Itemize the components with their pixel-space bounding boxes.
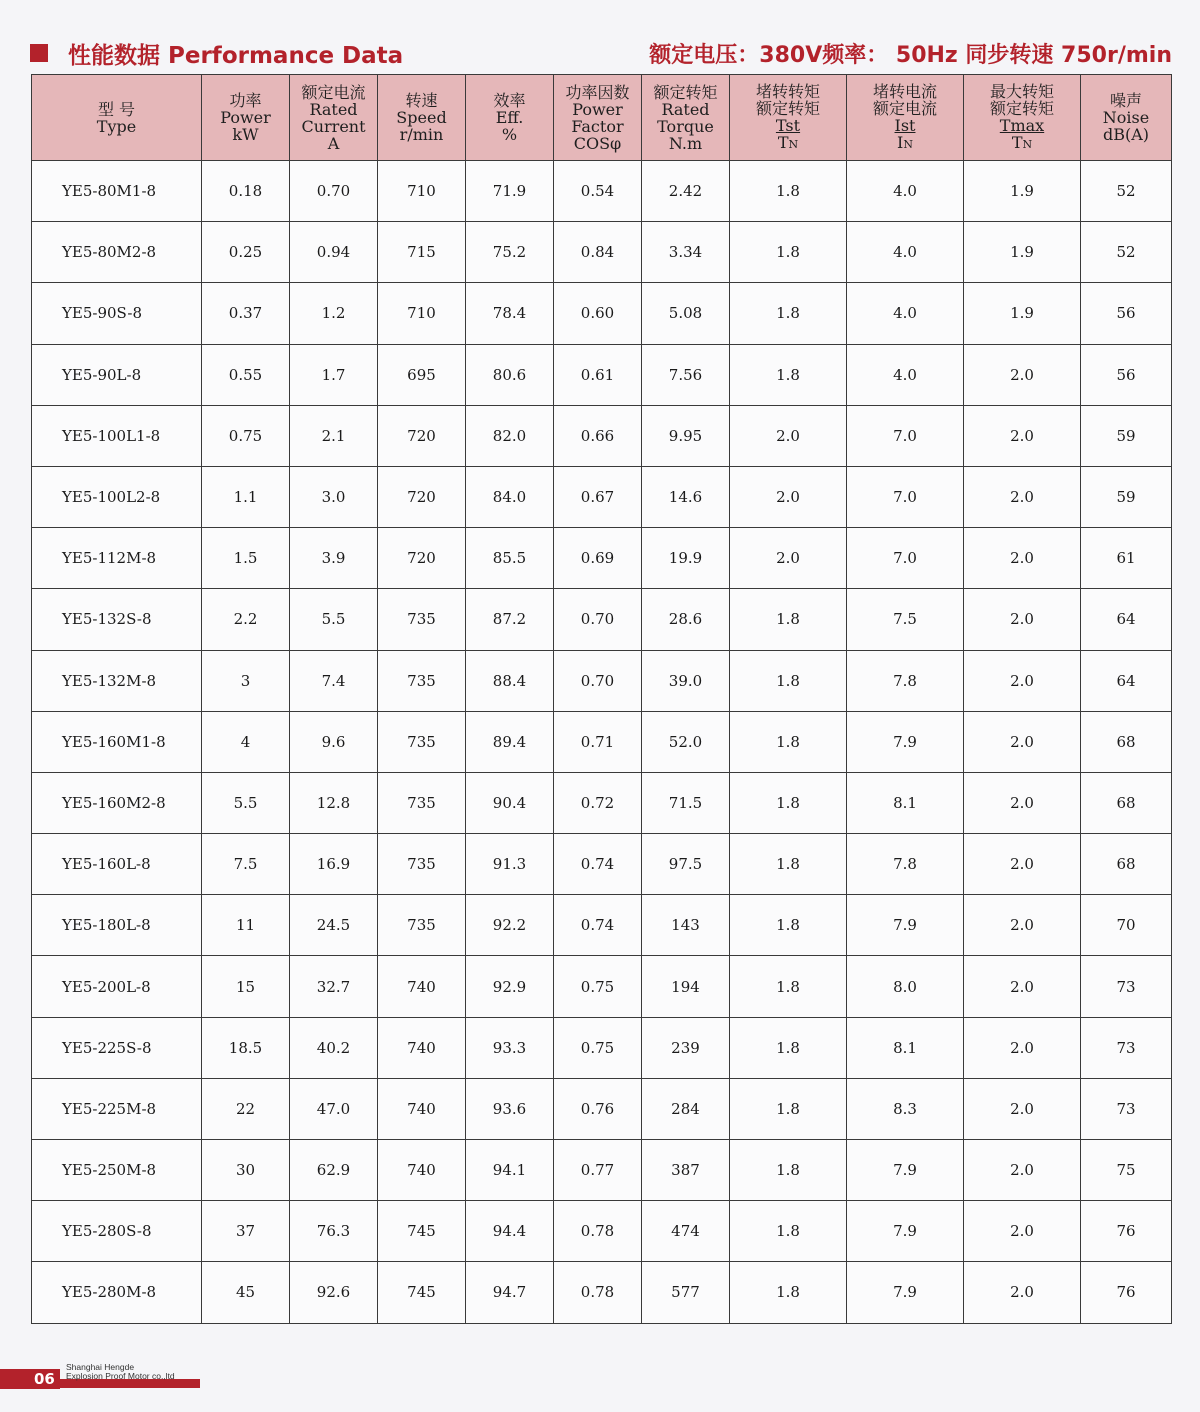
cell-type: YE5-90S-8 — [32, 283, 202, 344]
cell-tst-ratio: 1.8 — [730, 1201, 847, 1262]
cell-noise: 73 — [1081, 1078, 1172, 1139]
cell-noise: 52 — [1081, 161, 1172, 222]
cell-rated-torque: 97.5 — [642, 834, 730, 895]
cell-tst-ratio: 1.8 — [730, 956, 847, 1017]
cell-power-factor: 0.71 — [554, 711, 642, 772]
performance-table — [31, 74, 1172, 1324]
company-line-1: Shanghai Hengde — [66, 1362, 135, 1372]
table-row — [32, 161, 1172, 222]
cell-noise: 68 — [1081, 711, 1172, 772]
cell-power-factor: 0.60 — [554, 283, 642, 344]
table-row — [32, 405, 1172, 466]
cell-tmax-ratio: 2.0 — [964, 1078, 1081, 1139]
cell-rated-current: 47.0 — [290, 1078, 378, 1139]
cell-type: YE5-200L-8 — [32, 956, 202, 1017]
cell-speed: 710 — [378, 283, 466, 344]
cell-speed: 735 — [378, 772, 466, 833]
cell-efficiency: 82.0 — [466, 405, 554, 466]
cell-tmax-ratio: 2.0 — [964, 650, 1081, 711]
cell-ist-ratio: 7.8 — [847, 650, 964, 711]
column-header-line: N.m — [668, 133, 703, 153]
cell-rated-torque: 577 — [642, 1262, 730, 1323]
cell-rated-torque: 3.34 — [642, 222, 730, 283]
cell-type: YE5-180L-8 — [32, 895, 202, 956]
cell-tmax-ratio: 2.0 — [964, 1017, 1081, 1078]
cell-rated-torque: 239 — [642, 1017, 730, 1078]
cell-tst-ratio: 2.0 — [730, 466, 847, 527]
cell-ist-ratio: 4.0 — [847, 283, 964, 344]
cell-efficiency: 87.2 — [466, 589, 554, 650]
cell-tst-ratio: 1.8 — [730, 344, 847, 405]
cell-tmax-ratio: 2.0 — [964, 895, 1081, 956]
cell-tmax-ratio: 2.0 — [964, 1201, 1081, 1262]
cell-speed: 740 — [378, 1078, 466, 1139]
cell-rated-current: 92.6 — [290, 1262, 378, 1323]
cell-ist-ratio: 7.8 — [847, 834, 964, 895]
cell-speed: 710 — [378, 161, 466, 222]
cell-power: 11 — [202, 895, 290, 956]
column-header-power — [202, 75, 290, 161]
cell-type: YE5-225M-8 — [32, 1078, 202, 1139]
cell-speed: 720 — [378, 466, 466, 527]
table-row — [32, 711, 1172, 772]
cell-noise: 76 — [1081, 1201, 1172, 1262]
table-header-row — [32, 75, 1172, 161]
column-header-line: COSφ — [573, 133, 622, 153]
cell-power-factor: 0.77 — [554, 1140, 642, 1201]
cell-efficiency: 92.2 — [466, 895, 554, 956]
cell-tst-ratio: 1.8 — [730, 834, 847, 895]
cell-efficiency: 94.4 — [466, 1201, 554, 1262]
cell-rated-torque: 28.6 — [642, 589, 730, 650]
cell-ist-ratio: 8.1 — [847, 1017, 964, 1078]
cell-rated-current: 9.6 — [290, 711, 378, 772]
cell-noise: 56 — [1081, 283, 1172, 344]
cell-ist-ratio: 7.9 — [847, 1262, 964, 1323]
cell-power: 1.5 — [202, 528, 290, 589]
cell-rated-torque: 194 — [642, 956, 730, 1017]
column-header-line: 最大转矩 — [989, 81, 1054, 101]
cell-power-factor: 0.78 — [554, 1262, 642, 1323]
column-header-line: Factor — [571, 116, 624, 136]
cell-power: 0.25 — [202, 222, 290, 283]
column-header-tst-ratio — [730, 75, 847, 161]
cell-rated-torque: 143 — [642, 895, 730, 956]
cell-tst-ratio: 1.8 — [730, 650, 847, 711]
column-header-line: 型 号 — [97, 99, 136, 119]
cell-speed: 745 — [378, 1262, 466, 1323]
cell-speed: 735 — [378, 711, 466, 772]
cell-speed: 715 — [378, 222, 466, 283]
page-footer — [0, 1362, 200, 1388]
cell-power: 5.5 — [202, 772, 290, 833]
cell-tmax-ratio: 2.0 — [964, 589, 1081, 650]
cell-speed: 720 — [378, 405, 466, 466]
table-row — [32, 466, 1172, 527]
cell-efficiency: 78.4 — [466, 283, 554, 344]
column-header-line: Power — [220, 108, 271, 127]
cell-speed: 720 — [378, 528, 466, 589]
column-header-line: Speed — [396, 108, 447, 127]
column-header-line: kW — [232, 125, 259, 144]
cell-efficiency: 92.9 — [466, 956, 554, 1017]
cell-power: 22 — [202, 1078, 290, 1139]
cell-rated-current: 1.2 — [290, 283, 378, 344]
cell-tmax-ratio: 2.0 — [964, 528, 1081, 589]
cell-rated-current: 1.7 — [290, 344, 378, 405]
table-row — [32, 222, 1172, 283]
column-header-power-factor — [554, 75, 642, 161]
table-row — [32, 589, 1172, 650]
cell-noise: 73 — [1081, 1017, 1172, 1078]
cell-speed: 735 — [378, 834, 466, 895]
cell-rated-torque: 52.0 — [642, 711, 730, 772]
cell-tst-ratio: 1.8 — [730, 283, 847, 344]
column-header-rated-current — [290, 75, 378, 161]
cell-efficiency: 89.4 — [466, 711, 554, 772]
cell-noise: 61 — [1081, 528, 1172, 589]
column-header-line: dB(A) — [1102, 125, 1150, 144]
cell-type: YE5-280S-8 — [32, 1201, 202, 1262]
column-header-speed — [378, 75, 466, 161]
cell-type: YE5-160M1-8 — [32, 711, 202, 772]
cell-tst-ratio: 1.8 — [730, 772, 847, 833]
column-header-line: Power — [572, 99, 623, 119]
cell-ist-ratio: 7.0 — [847, 405, 964, 466]
cell-tmax-ratio: 2.0 — [964, 405, 1081, 466]
cell-power-factor: 0.74 — [554, 834, 642, 895]
cell-type: YE5-160M2-8 — [32, 772, 202, 833]
cell-rated-current: 5.5 — [290, 589, 378, 650]
cell-noise: 75 — [1081, 1140, 1172, 1201]
column-header-line: Torque — [657, 116, 714, 136]
cell-speed: 735 — [378, 650, 466, 711]
cell-type: YE5-132S-8 — [32, 589, 202, 650]
column-header-line: r/min — [399, 125, 444, 144]
cell-rated-torque: 14.6 — [642, 466, 730, 527]
cell-efficiency: 94.7 — [466, 1262, 554, 1323]
cell-ist-ratio: 7.9 — [847, 1201, 964, 1262]
cell-type: YE5-160L-8 — [32, 834, 202, 895]
table-row — [32, 1078, 1172, 1139]
column-header-line: TN — [777, 132, 799, 152]
section-header — [30, 36, 1172, 70]
table-row — [32, 895, 1172, 956]
cell-efficiency: 75.2 — [466, 222, 554, 283]
cell-rated-torque: 19.9 — [642, 528, 730, 589]
cell-speed: 740 — [378, 1017, 466, 1078]
table-row — [32, 283, 1172, 344]
cell-rated-torque: 284 — [642, 1078, 730, 1139]
cell-type: YE5-225S-8 — [32, 1017, 202, 1078]
cell-rated-torque: 7.56 — [642, 344, 730, 405]
cell-noise: 73 — [1081, 956, 1172, 1017]
cell-power-factor: 0.75 — [554, 1017, 642, 1078]
page-number: 06 — [0, 1369, 60, 1389]
cell-tmax-ratio: 2.0 — [964, 1140, 1081, 1201]
cell-power: 18.5 — [202, 1017, 290, 1078]
cell-tst-ratio: 1.8 — [730, 711, 847, 772]
cell-ist-ratio: 8.1 — [847, 772, 964, 833]
cell-power: 0.75 — [202, 405, 290, 466]
cell-tmax-ratio: 2.0 — [964, 466, 1081, 527]
cell-speed: 735 — [378, 895, 466, 956]
cell-power-factor: 0.70 — [554, 650, 642, 711]
cell-power-factor: 0.75 — [554, 956, 642, 1017]
cell-ist-ratio: 7.9 — [847, 711, 964, 772]
column-header-type — [32, 75, 202, 161]
cell-tst-ratio: 1.8 — [730, 1262, 847, 1323]
cell-type: YE5-112M-8 — [32, 528, 202, 589]
column-header-line: Eff. — [495, 108, 524, 127]
company-line-2: Explosion Proof Motor co.,ltd — [66, 1371, 175, 1381]
cell-rated-torque: 5.08 — [642, 283, 730, 344]
cell-noise: 59 — [1081, 466, 1172, 527]
cell-noise: 76 — [1081, 1262, 1172, 1323]
cell-tmax-ratio: 2.0 — [964, 711, 1081, 772]
cell-tmax-ratio: 1.9 — [964, 283, 1081, 344]
cell-efficiency: 93.6 — [466, 1078, 554, 1139]
cell-tmax-ratio: 2.0 — [964, 772, 1081, 833]
cell-power-factor: 0.66 — [554, 405, 642, 466]
cell-power-factor: 0.78 — [554, 1201, 642, 1262]
cell-ist-ratio: 4.0 — [847, 161, 964, 222]
cell-ist-ratio: 7.9 — [847, 1140, 964, 1201]
column-header-rated-torque — [642, 75, 730, 161]
column-header-line: Current — [301, 116, 366, 136]
subscript-n: N — [1022, 137, 1033, 151]
table-row — [32, 1201, 1172, 1262]
column-header-line: Type — [96, 116, 137, 136]
table-row — [32, 528, 1172, 589]
cell-rated-current: 3.0 — [290, 466, 378, 527]
company-name — [66, 1363, 206, 1381]
cell-rated-torque: 2.42 — [642, 161, 730, 222]
column-header-line: 效率 — [493, 91, 526, 110]
cell-power-factor: 0.84 — [554, 222, 642, 283]
column-header-line: 额定电流 — [872, 98, 937, 118]
cell-efficiency: 84.0 — [466, 466, 554, 527]
cell-rated-current: 62.9 — [290, 1140, 378, 1201]
column-header-line: Tmax — [999, 115, 1045, 135]
cell-power-factor: 0.76 — [554, 1078, 642, 1139]
cell-noise: 56 — [1081, 344, 1172, 405]
bullet-square-icon — [30, 44, 48, 62]
cell-type: YE5-80M2-8 — [32, 222, 202, 283]
column-header-line: 功率因数 — [565, 82, 630, 102]
cell-rated-current: 40.2 — [290, 1017, 378, 1078]
cell-ist-ratio: 4.0 — [847, 222, 964, 283]
cell-efficiency: 71.9 — [466, 161, 554, 222]
cell-power: 1.1 — [202, 466, 290, 527]
cell-power: 2.2 — [202, 589, 290, 650]
column-header-line: TN — [1011, 132, 1033, 152]
cell-power: 37 — [202, 1201, 290, 1262]
cell-speed: 695 — [378, 344, 466, 405]
cell-tst-ratio: 1.8 — [730, 1017, 847, 1078]
cell-power-factor: 0.54 — [554, 161, 642, 222]
cell-rated-torque: 39.0 — [642, 650, 730, 711]
cell-noise: 64 — [1081, 589, 1172, 650]
column-header-line: Rated — [661, 99, 710, 119]
cell-type: YE5-90L-8 — [32, 344, 202, 405]
cell-ist-ratio: 8.0 — [847, 956, 964, 1017]
cell-rated-torque: 387 — [642, 1140, 730, 1201]
cell-speed: 745 — [378, 1201, 466, 1262]
cell-power-factor: 0.69 — [554, 528, 642, 589]
cell-tst-ratio: 2.0 — [730, 405, 847, 466]
column-header-line: Tst — [775, 115, 801, 135]
cell-speed: 740 — [378, 956, 466, 1017]
cell-ist-ratio: 7.9 — [847, 895, 964, 956]
cell-tst-ratio: 1.8 — [730, 1078, 847, 1139]
cell-power: 0.18 — [202, 161, 290, 222]
cell-tmax-ratio: 1.9 — [964, 161, 1081, 222]
cell-tst-ratio: 2.0 — [730, 528, 847, 589]
cell-rated-current: 24.5 — [290, 895, 378, 956]
cell-noise: 70 — [1081, 895, 1172, 956]
cell-rated-current: 0.94 — [290, 222, 378, 283]
column-header-efficiency — [466, 75, 554, 161]
cell-ist-ratio: 8.3 — [847, 1078, 964, 1139]
cell-type: YE5-100L2-8 — [32, 466, 202, 527]
cell-efficiency: 88.4 — [466, 650, 554, 711]
column-header-line: 转速 — [405, 91, 438, 110]
column-header-line: 堵转转矩 — [755, 81, 820, 101]
cell-power: 45 — [202, 1262, 290, 1323]
cell-rated-current: 0.70 — [290, 161, 378, 222]
cell-rated-current: 3.9 — [290, 528, 378, 589]
cell-power-factor: 0.70 — [554, 589, 642, 650]
cell-type: YE5-280M-8 — [32, 1262, 202, 1323]
cell-rated-current: 76.3 — [290, 1201, 378, 1262]
cell-tst-ratio: 1.8 — [730, 1140, 847, 1201]
cell-speed: 735 — [378, 589, 466, 650]
cell-noise: 68 — [1081, 772, 1172, 833]
cell-efficiency: 80.6 — [466, 344, 554, 405]
cell-power: 3 — [202, 650, 290, 711]
column-header-line: 额定电流 — [301, 82, 366, 102]
cell-power-factor: 0.72 — [554, 772, 642, 833]
table-row — [32, 956, 1172, 1017]
cell-power: 30 — [202, 1140, 290, 1201]
cell-noise: 52 — [1081, 222, 1172, 283]
cell-power: 0.55 — [202, 344, 290, 405]
cell-tst-ratio: 1.8 — [730, 589, 847, 650]
cell-tmax-ratio: 2.0 — [964, 344, 1081, 405]
cell-tmax-ratio: 2.0 — [964, 1262, 1081, 1323]
column-header-line: 额定转矩 — [989, 98, 1054, 118]
cell-tst-ratio: 1.8 — [730, 895, 847, 956]
subscript-n: N — [903, 137, 913, 151]
cell-noise: 64 — [1081, 650, 1172, 711]
table-row — [32, 1262, 1172, 1323]
table-row — [32, 344, 1172, 405]
column-header-line: 堵转电流 — [872, 81, 937, 101]
cell-type: YE5-250M-8 — [32, 1140, 202, 1201]
cell-tmax-ratio: 1.9 — [964, 222, 1081, 283]
cell-efficiency: 90.4 — [466, 772, 554, 833]
rated-conditions: 额定电压：380V频率： 50Hz 同步转速 750r/min — [649, 42, 1172, 68]
cell-type: YE5-100L1-8 — [32, 405, 202, 466]
cell-tst-ratio: 1.8 — [730, 161, 847, 222]
cell-rated-current: 7.4 — [290, 650, 378, 711]
cell-efficiency: 85.5 — [466, 528, 554, 589]
cell-efficiency: 91.3 — [466, 834, 554, 895]
cell-power-factor: 0.74 — [554, 895, 642, 956]
column-header-line: A — [327, 133, 340, 153]
column-header-line: Noise — [1102, 108, 1150, 127]
column-header-line: IN — [897, 132, 913, 152]
cell-rated-current: 16.9 — [290, 834, 378, 895]
table-row — [32, 1017, 1172, 1078]
table-row — [32, 1140, 1172, 1201]
cell-ist-ratio: 7.0 — [847, 466, 964, 527]
cell-speed: 740 — [378, 1140, 466, 1201]
column-header-line: 额定转矩 — [755, 98, 820, 118]
cell-tmax-ratio: 2.0 — [964, 834, 1081, 895]
table-row — [32, 834, 1172, 895]
cell-rated-current: 12.8 — [290, 772, 378, 833]
column-header-line: % — [501, 125, 518, 144]
cell-power: 15 — [202, 956, 290, 1017]
table-row — [32, 772, 1172, 833]
cell-noise: 68 — [1081, 834, 1172, 895]
column-header-ist-ratio — [847, 75, 964, 161]
column-header-line: 功率 — [229, 91, 262, 110]
cell-rated-torque: 474 — [642, 1201, 730, 1262]
column-header-line: Rated — [309, 99, 358, 119]
cell-type: YE5-80M1-8 — [32, 161, 202, 222]
subscript-n: N — [788, 137, 799, 151]
cell-ist-ratio: 7.0 — [847, 528, 964, 589]
cell-efficiency: 93.3 — [466, 1017, 554, 1078]
cell-power: 7.5 — [202, 834, 290, 895]
column-header-line: 额定转矩 — [653, 82, 718, 102]
cell-power-factor: 0.67 — [554, 466, 642, 527]
cell-ist-ratio: 4.0 — [847, 344, 964, 405]
cell-efficiency: 94.1 — [466, 1140, 554, 1201]
cell-type: YE5-132M-8 — [32, 650, 202, 711]
column-header-line: Ist — [894, 115, 916, 135]
column-header-noise — [1081, 75, 1172, 161]
column-header-tmax-ratio — [964, 75, 1081, 161]
cell-power-factor: 0.61 — [554, 344, 642, 405]
cell-noise: 59 — [1081, 405, 1172, 466]
cell-power: 0.37 — [202, 283, 290, 344]
table-row — [32, 650, 1172, 711]
cell-rated-torque: 9.95 — [642, 405, 730, 466]
column-header-line: 噪声 — [1109, 91, 1142, 110]
section-title: 性能数据 Performance Data — [68, 42, 404, 69]
cell-rated-torque: 71.5 — [642, 772, 730, 833]
cell-tst-ratio: 1.8 — [730, 222, 847, 283]
cell-tmax-ratio: 2.0 — [964, 956, 1081, 1017]
cell-rated-current: 2.1 — [290, 405, 378, 466]
cell-power: 4 — [202, 711, 290, 772]
cell-rated-current: 32.7 — [290, 956, 378, 1017]
cell-ist-ratio: 7.5 — [847, 589, 964, 650]
